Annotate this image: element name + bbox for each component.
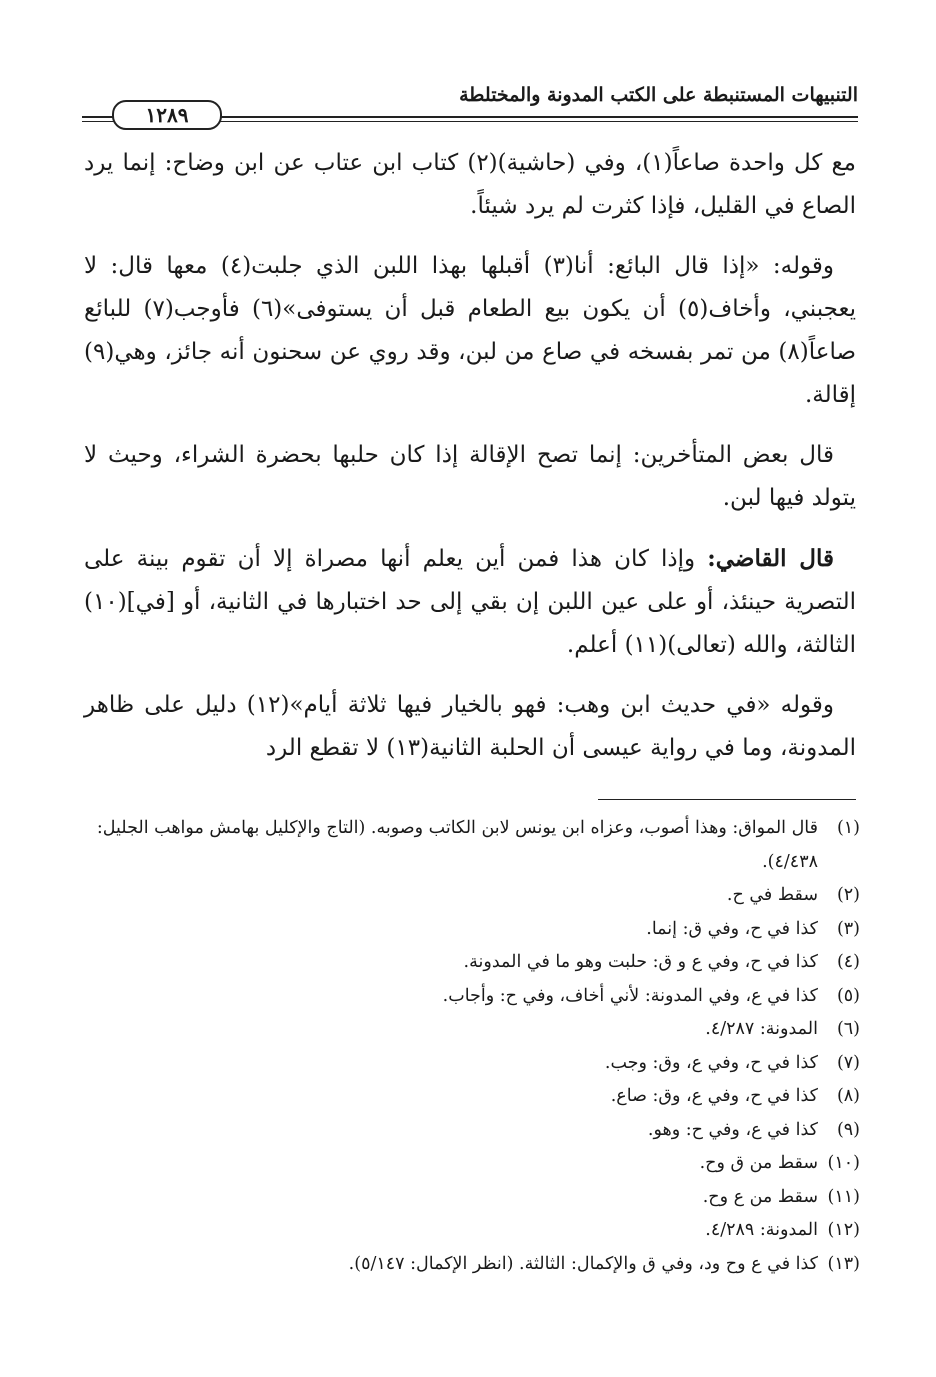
footnote (84, 879, 860, 913)
footnote-text: المدونة: ٤/٢٨٧. (705, 1019, 818, 1039)
footnote-number: (٢) (836, 885, 860, 905)
footnote-text: كذا في ح، وفي ع و ق: حلبت وهو ما في المدونة. (463, 952, 818, 972)
footnote-text: كذا في ح، وفي ق: إنما. (646, 918, 818, 939)
paragraph-2 (84, 245, 856, 417)
paragraph-text: وقوله «في حديث ابن وهب: فهو بالخيار فيها ثلاثة أيام»(١٢) دليل على ظاهر المدونة، وما في رواية عيسى أن الحلبة الثانية(١٣) لا تقطع الرد (84, 692, 856, 761)
footnote-text: سقط في ح. (726, 885, 818, 905)
paragraph-5 (84, 684, 856, 770)
footnote (84, 1181, 860, 1215)
main-text (84, 142, 856, 787)
footnote-number: (١١) (827, 1186, 860, 1207)
paragraph-text: قال بعض المتأخرين: إنما تصح الإقالة إذا كان حلبها بحضرة الشراء، وحيث لا يتولد فيها لبن. (84, 442, 856, 511)
footnote-text: سقط من ق وح. (699, 1153, 818, 1173)
footnote-text: كذا في ح، وفي ع، وق: وجب. (604, 1052, 818, 1073)
footnote (84, 1080, 860, 1114)
footnote-separator (598, 799, 856, 800)
footnote-text: كذا في ح، وفي ع، وق: صاع. (610, 1086, 818, 1106)
footnote-number: (١) (836, 818, 860, 838)
paragraph-text: وقوله: «إذا قال البائع: أنا(٣) أقبلها بهذا اللبن الذي جلبت(٤) معها قال: لا يعجبني، وأخاف(٥) أن يكون بيع الطعام قبل أن يستوفى»(٦) فأوجب(٧) للبائع صاعاً(٨) من تمر بفسخه في صاع من لبن، وقد روي عن سحنون أنه جائز، وهي(٩) إقالة. (84, 253, 857, 408)
footnote (84, 1047, 860, 1081)
footnote-text: المدونة: ٤/٢٨٩. (705, 1220, 818, 1240)
footnote (84, 1013, 860, 1047)
footnote-number: (٩) (836, 1119, 860, 1140)
paragraph-text: مع كل واحدة صاعاً(١)، وفي (حاشية)(٢) كتاب ابن عتاب عن ابن وضاح: إنما يرد الصاع في القليل، فإذا كثرت لم يرد شيئاً. (84, 150, 857, 219)
footnote (84, 1114, 860, 1148)
footnote-number: (٦) (836, 1019, 860, 1039)
footnote (84, 946, 860, 980)
footnote-number: (٨) (836, 1086, 860, 1106)
page-header (82, 80, 858, 128)
footnote-number: (١٠) (827, 1153, 860, 1173)
footnote-number: (٣) (836, 918, 860, 939)
footnote-text: كذا في ع، وفي ح: وهو. (647, 1119, 818, 1140)
footnote (84, 1147, 860, 1181)
footnote (84, 1248, 860, 1282)
paragraph-4 (84, 537, 856, 667)
footnote-number: (١٣) (827, 1253, 860, 1274)
footnote (84, 812, 860, 879)
paragraph-1 (84, 142, 856, 228)
footnote-number: (٤) (836, 952, 860, 972)
footnote-text: كذا في ع وح ود، وفي ق والإكمال: الثالثة. (انظر الإكمال: ٥/١٤٧). (348, 1253, 818, 1274)
footnote-number: (١٢) (827, 1220, 860, 1240)
footnote-number: (٥) (836, 985, 860, 1006)
footnotes (84, 812, 860, 1281)
running-title: التنبيهات المستنبطة على الكتب المدونة والمختلطة (459, 84, 858, 106)
footnote-text: سقط من ع وح. (702, 1186, 818, 1207)
page-number: ١٢٨٩ (112, 100, 222, 130)
paragraph-text: وإذا كان هذا فمن أين يعلم أنها مصراة إلا أن تقوم بينة على التصرية حينئذ، أو على عين اللبن إن بقي إلى حد اختبارها في الثانية، أو [في](١٠) الثالثة، والله (تعالى)(١١) أعلم. (84, 546, 856, 658)
footnote (84, 980, 860, 1014)
footnote-text: كذا في ع، وفي المدونة: لأني أخاف، وفي ح: وأجاب. (442, 985, 818, 1006)
footnote (84, 913, 860, 947)
footnote-number: (٧) (836, 1052, 860, 1073)
speaker-label: قال القاضي: (707, 545, 835, 572)
footnote (84, 1214, 860, 1248)
paragraph-3 (84, 434, 856, 520)
footnote-text: قال المواق: وهذا أصوب، وعزاه ابن يونس لابن الكاتب وصوبه. (التاج والإكليل بهامش مواهب الجليل: ٤/٤٣٨). (96, 818, 818, 872)
